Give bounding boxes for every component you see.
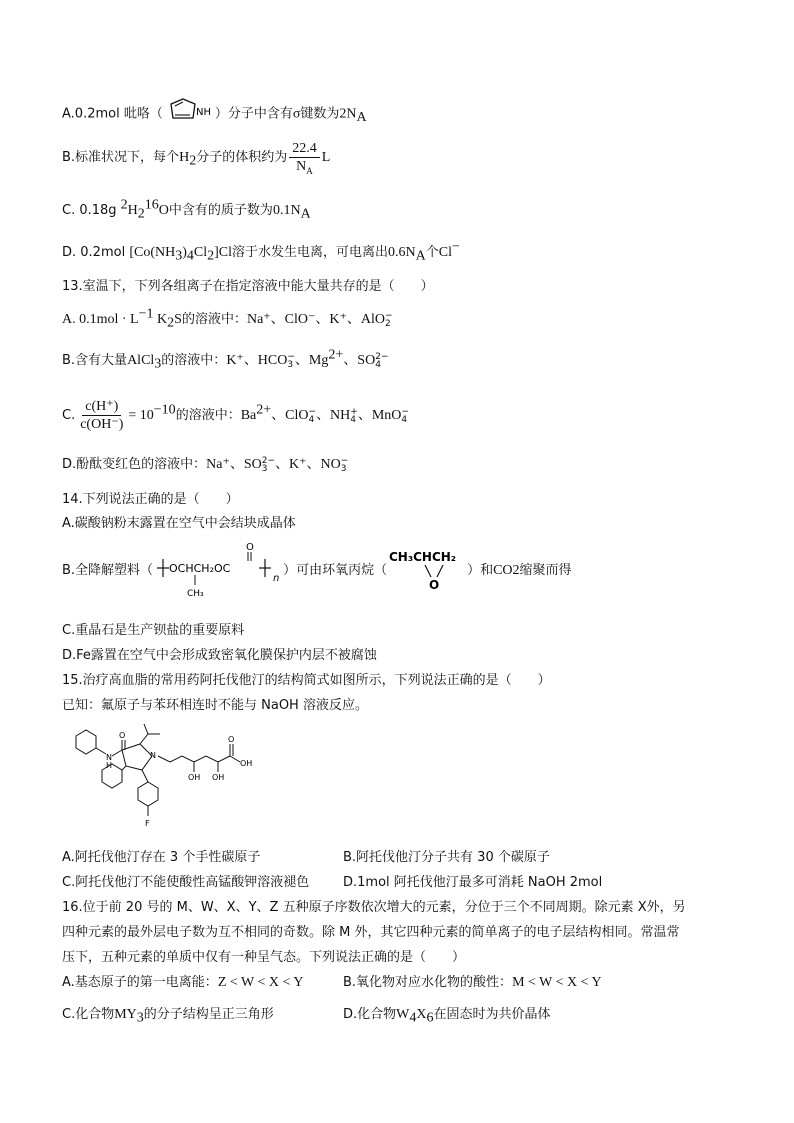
option-text: A.基态原子的第一电离能： — [62, 975, 218, 990]
option-text: ）和 — [467, 563, 494, 578]
hydroxyl-label-2: OH — [212, 773, 225, 782]
q16-option-a — [62, 974, 303, 992]
fraction-denominator: $N_A$ — [296, 159, 313, 176]
option-text: 的分子结构呈正三角形 — [143, 1007, 274, 1022]
option-text: D.化合物 — [343, 1007, 397, 1022]
q15-option-c: C.阿托伐他汀不能使酸性高锰酸钾溶液褪色 — [62, 875, 310, 890]
formula: O — [158, 203, 169, 218]
sub-sup: + 4 — [350, 406, 358, 425]
option-text: 键数为 — [300, 106, 340, 122]
q16-stem-line1: 16.位于前 20 号的 M、W、X、Y、Z 五种原子序数依次增大的元素，分位于三个不同周期。除元素 X外，另 — [62, 900, 686, 915]
q14-option-b: B.全降解塑料（ OCHCH₂OC n O CH₃ ）可由环氧丙烷（ CH₃CHCH₂ O ）和 CO 2 缩聚而得 — [62, 540, 572, 602]
subscript: 4 — [186, 248, 194, 264]
polymer-carbonyl-o: O — [246, 542, 254, 553]
ions: Ba — [240, 408, 257, 423]
option-text: 中含有的质子数为 — [168, 203, 273, 218]
option-text: C.化合物 — [62, 1007, 115, 1022]
subscript: 3 — [154, 356, 162, 372]
ions: 、MnO — [357, 408, 402, 423]
option-text: A. 0.1mol · L — [62, 312, 139, 327]
ions: Na⁺、SO — [206, 457, 262, 472]
superscript: 2+ — [328, 347, 344, 363]
formula: H — [179, 150, 190, 165]
ions: Na⁺、ClO⁻、K⁺、AlO — [246, 312, 386, 327]
option-text: B.标准状况下，每个 — [62, 150, 180, 165]
q16-option-c — [62, 1006, 274, 1024]
carboxyl-oh-label: OH — [240, 759, 253, 768]
subscript: 6 — [426, 1010, 434, 1026]
formula: MY — [114, 1007, 137, 1022]
fraction-numerator: 22.4 — [289, 140, 320, 158]
ions: 、SO — [343, 353, 376, 368]
ions: K⁺、HCO — [226, 353, 288, 368]
superscript: −1 — [138, 306, 154, 322]
fraction-numerator: c(H⁺) — [82, 398, 121, 416]
epoxypropane-structure — [387, 543, 467, 599]
amide-n-label: N — [106, 753, 112, 762]
ions: 、NH — [316, 408, 351, 423]
subscript: 3 — [136, 1010, 144, 1026]
q12-option-d — [62, 239, 460, 264]
q13-option-a — [62, 306, 393, 331]
value: 0.6N — [388, 245, 416, 260]
subscript: 2 — [189, 153, 197, 169]
subscript: A — [356, 110, 367, 126]
formula: W — [396, 1007, 410, 1022]
sub-sup: − 2 — [385, 310, 393, 329]
option-text: C. — [62, 408, 76, 423]
ions: 、Mg — [294, 353, 329, 368]
unit: L — [321, 150, 331, 165]
option-text: 个 — [425, 245, 439, 260]
formula: ]Cl — [214, 245, 232, 260]
polymer-structure — [153, 537, 283, 605]
polymer-ch3: CH₃ — [187, 589, 204, 599]
option-text: B.含有大量 — [62, 353, 128, 368]
q13-stem: 13.室温下，下列各组离子在指定溶液中能大量共存的是（ ） — [62, 279, 434, 294]
q14-option-a: A.碳酸钠粉末露置在空气中会结块成晶体 — [62, 516, 296, 531]
subscript: A — [300, 206, 311, 222]
option-text: ）分子中含有 — [214, 106, 293, 122]
q16-option-b — [343, 974, 602, 992]
q12-option-c — [62, 197, 311, 222]
subscript: 2 — [137, 206, 145, 222]
option-text: 的溶液中： — [181, 312, 247, 327]
superscript: −10 — [153, 402, 176, 418]
sub-sup: − 3 — [287, 351, 295, 370]
value: Z < W < X < Y — [217, 975, 304, 990]
formula: S — [174, 312, 182, 327]
q14-stem: 14.下列说法正确的是（ ） — [62, 492, 239, 507]
fraction — [289, 140, 320, 175]
q15-option-b: B.阿托伐他汀分子共有 30 个碳原子 — [343, 850, 550, 865]
q16-stem-line3: 压下，五种元素的单质中仅有一种呈气态。下列说法正确的是（ ） — [62, 950, 466, 965]
q13-option-c — [62, 398, 409, 433]
q12-option-b — [62, 140, 330, 175]
formula: Cl — [438, 245, 453, 260]
sub-sup: − 3 — [340, 455, 349, 474]
q16-option-d — [343, 1006, 551, 1024]
option-text: 溶于水发生电离，可电离出 — [232, 245, 389, 260]
option-text: 分子的体积约为 — [196, 150, 288, 165]
formula: [Co(NH — [129, 245, 176, 260]
option-text: 缩聚而得 — [519, 563, 572, 578]
polymer-n: n — [273, 573, 280, 584]
superscript: 2+ — [256, 402, 272, 418]
superscript: 2 — [120, 197, 128, 213]
formula: Cl — [193, 245, 208, 260]
atorvastatin-structure — [62, 722, 272, 844]
formula: H — [127, 203, 138, 218]
sigma-symbol: σ — [292, 106, 301, 122]
q13-option-b — [62, 347, 389, 372]
subscript: 2 — [167, 315, 175, 331]
sub-sup: 2− 3 — [261, 455, 276, 474]
option-text: 在固态时为共价晶体 — [433, 1007, 551, 1022]
subscript: 2 — [207, 248, 215, 264]
epoxide-top: CH₃CHCH₂ — [389, 550, 457, 564]
subscript: A — [415, 248, 426, 264]
formula: K — [153, 312, 168, 327]
pyrrole-n-label: N — [150, 751, 156, 760]
subscript: 3 — [175, 248, 183, 264]
value: 2N — [339, 106, 357, 122]
sub-sup: − 4 — [308, 406, 317, 425]
superscript: − — [452, 239, 460, 255]
fraction — [77, 398, 126, 433]
sub-sup: 2− 4 — [375, 351, 389, 370]
formula: ) — [182, 245, 187, 260]
ions: 、K⁺、NO — [275, 457, 341, 472]
pyrrole-nh-label: NH — [195, 107, 211, 118]
q14-option-d: D.Fe露置在空气中会形成致密氧化膜保护内层不被腐蚀 — [62, 648, 377, 663]
epoxide-o: O — [429, 578, 440, 592]
superscript: 16 — [144, 197, 159, 213]
q15-stem: 15.治疗高血脂的常用药阿托伐他汀的结构简式如图所示，下列说法正确的是（ ） — [62, 673, 551, 688]
subscript: 4 — [409, 1010, 417, 1026]
option-text: A.0.2mol 吡咯（ — [62, 106, 163, 122]
polymer-main-chain: OCHCH₂OC — [169, 562, 231, 575]
option-text: 的溶液中： — [175, 408, 241, 423]
value: 0.1N — [272, 203, 301, 218]
formula: AlCl — [127, 353, 155, 368]
option-text: D.酚酞变红色的溶液中： — [62, 457, 207, 472]
q15-note: 已知：氟原子与苯环相连时不能与 NaOH 溶液反应。 — [62, 698, 368, 713]
option-text: 的溶液中： — [161, 353, 227, 368]
option-text: B.氧化物对应水化物的酸性： — [343, 975, 513, 990]
option-text: D. 0.2mol — [62, 245, 130, 260]
pyrrole-structure — [163, 96, 215, 132]
q13-option-d — [62, 456, 348, 474]
q15-option-a: A.阿托伐他汀存在 3 个手性碳原子 — [62, 850, 261, 865]
ions: 、ClO — [271, 408, 309, 423]
amide-o-label: O — [119, 731, 126, 740]
option-text: B.全降解塑料（ — [62, 563, 154, 578]
value: = 10 — [128, 408, 154, 423]
fraction-denominator: c(OH⁻) — [80, 417, 124, 432]
q12-option-a — [62, 96, 367, 132]
option-text: ）可由环氧丙烷（ — [283, 563, 388, 578]
formula: CO — [493, 563, 513, 578]
q15-option-d: D.1mol 阿托伐他汀最多可消耗 NaOH 2mol — [343, 875, 603, 890]
q14-option-c: C.重晶石是生产钡盐的重要原料 — [62, 623, 245, 638]
fluoro-label: F — [145, 819, 150, 828]
sub-sup: − 4 — [401, 406, 409, 425]
hydroxyl-label-1: OH — [188, 773, 201, 782]
q16-stem-line2: 四种元素的最外层电子数为互不相同的奇数。除 M 外，其它四种元素的简单离子的电子层结构相同。常温常 — [62, 925, 680, 940]
carboxyl-o-label: O — [228, 735, 235, 744]
value: M < W < X < Y — [512, 975, 602, 990]
amide-h-label: H — [106, 761, 113, 770]
option-text: C. 0.18g — [62, 203, 121, 218]
formula: X — [416, 1007, 427, 1022]
